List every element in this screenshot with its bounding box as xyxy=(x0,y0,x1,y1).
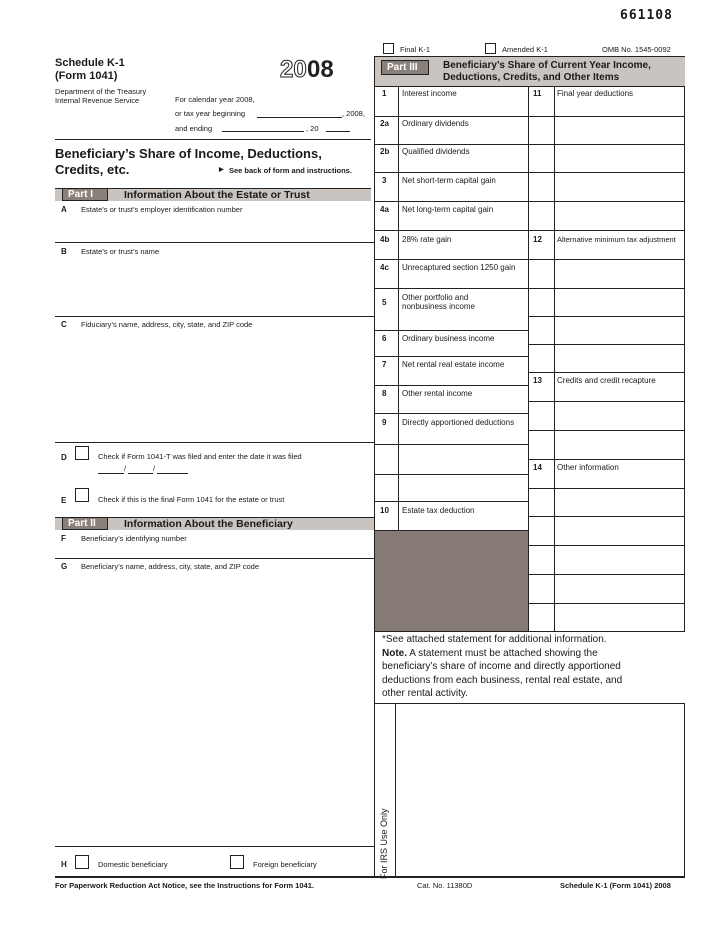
tax-year-2008: , 2008, xyxy=(342,109,365,118)
shaded-area xyxy=(375,531,528,631)
note-line-1 xyxy=(382,648,598,659)
omb-number: OMB No. 1545-0092 xyxy=(602,45,671,54)
fiduciary-address-field[interactable] xyxy=(55,330,374,440)
irs-name: Internal Revenue Service xyxy=(55,96,140,105)
line-f-letter: F xyxy=(61,534,66,543)
line-2a-label: Ordinary dividends xyxy=(402,119,469,128)
line-13-num: 13 xyxy=(533,376,542,385)
line-c-label: Fiduciary’s name, address, city, state, and ZIP code xyxy=(81,320,253,329)
line-12-num: 12 xyxy=(533,235,542,244)
see-back-text: See back of form and instructions. xyxy=(229,166,352,175)
line-e-label: Check if this is the final Form 1041 for the estate or trust xyxy=(98,495,285,504)
line-4a-label: Net long-term capital gain xyxy=(402,205,494,214)
line-4b-label: 28% rate gain xyxy=(402,235,452,244)
attached-statement-text: *See attached statement for additional information. xyxy=(382,634,607,645)
tax-year-beginning-text: or tax year beginning xyxy=(175,109,246,118)
irs-use-only-label: For IRS Use Only xyxy=(379,808,389,879)
footer-paperwork: For Paperwork Reduction Act Notice, see the Instructions for Form 1041. xyxy=(55,881,314,890)
domestic-beneficiary-label: Domestic beneficiary xyxy=(98,860,168,869)
line-4c-label: Unrecaptured section 1250 gain xyxy=(402,263,516,272)
d-slash-2: / xyxy=(153,464,156,473)
calendar-year-text: For calendar year 2008, xyxy=(175,95,255,104)
line-b-letter: B xyxy=(61,247,67,256)
amended-k1-checkbox[interactable] xyxy=(485,43,496,54)
line-7-num: 7 xyxy=(382,360,387,369)
footer-schedule: Schedule K-1 (Form 1041) 2008 xyxy=(560,881,671,890)
note-bold: Note. xyxy=(382,648,407,659)
comma-20: , 20 xyxy=(306,124,319,133)
line-5-label-1: Other portfolio and xyxy=(402,293,469,302)
line-c-letter: C xyxy=(61,320,67,329)
line-12-label: Alternative minimum tax adjustment xyxy=(557,235,676,244)
barcode-number: 661108 xyxy=(620,8,673,23)
line-d-label: Check if Form 1041-T was filed and enter the date it was filed xyxy=(98,452,302,461)
ein-field[interactable] xyxy=(55,213,374,242)
line-a-letter: A xyxy=(61,205,67,214)
footer-cat-no: Cat. No. 11380D xyxy=(417,881,473,890)
part3-title-line1: Beneficiary’s Share of Current Year Income, xyxy=(443,60,651,71)
line-b-label: Estate’s or trust’s name xyxy=(81,247,160,256)
final-k1-label: Final K-1 xyxy=(400,45,431,54)
note-line-2: beneficiary’s share of income and directly apportioned xyxy=(382,661,621,672)
line-1-label: Interest income xyxy=(402,89,457,98)
main-title-line1: Beneficiary’s Share of Income, Deductions, xyxy=(55,146,322,161)
line-4b-num: 4b xyxy=(380,235,390,244)
line-3-label: Net short-term capital gain xyxy=(402,176,496,185)
line-2a-num: 2a xyxy=(380,119,389,128)
line-9-label: Directly apportioned deductions xyxy=(402,418,515,427)
line-2b-label: Qualified dividends xyxy=(402,147,470,156)
line-g-label: Beneficiary’s name, address, city, state, and ZIP code xyxy=(81,562,260,571)
line-a-label: Estate’s or trust’s employer identification number xyxy=(81,205,243,214)
line-14-label: Other information xyxy=(557,463,619,472)
foreign-beneficiary-checkbox[interactable] xyxy=(230,855,244,869)
domestic-beneficiary-checkbox[interactable] xyxy=(75,855,89,869)
part2-title: Information About the Beneficiary xyxy=(124,518,293,530)
line-5-num: 5 xyxy=(382,298,387,307)
form-1041t-checkbox[interactable] xyxy=(75,446,89,460)
line-6-label: Ordinary business income xyxy=(402,334,495,343)
line-3-num: 3 xyxy=(382,176,387,185)
and-ending-text: and ending xyxy=(175,124,213,133)
line-6-num: 6 xyxy=(382,334,387,343)
line-8-label: Other rental income xyxy=(402,389,473,398)
main-title-line2: Credits, etc. xyxy=(55,162,130,177)
schedule-title: Schedule K-1 xyxy=(55,57,125,69)
line-14-num: 14 xyxy=(533,463,542,472)
line-10-label: Estate tax deduction xyxy=(402,506,475,515)
dept-treasury: Department of the Treasury xyxy=(55,87,147,96)
final-k1-checkbox[interactable] xyxy=(383,43,394,54)
line-1-num: 1 xyxy=(382,89,387,98)
line-f-label: Beneficiary’s identifying number xyxy=(81,534,187,543)
line-9-num: 9 xyxy=(382,418,387,427)
line-4a-num: 4a xyxy=(380,205,389,214)
part3-title-line2: Deductions, Credits, and Other Items xyxy=(443,72,620,83)
line-g-letter: G xyxy=(61,562,68,571)
line-e-letter: E xyxy=(61,496,67,505)
line-2b-num: 2b xyxy=(380,147,390,156)
beneficiary-address-field[interactable] xyxy=(55,572,374,842)
line-11-label: Final year deductions xyxy=(557,89,634,98)
line-4c-num: 4c xyxy=(380,263,389,272)
foreign-beneficiary-label: Foreign beneficiary xyxy=(253,860,317,869)
part3-label: Part III xyxy=(381,60,429,75)
line-11-amount[interactable] xyxy=(555,98,684,116)
note-line-3: deductions from each business, rental real estate, and xyxy=(382,675,623,686)
line-7-label: Net rental real estate income xyxy=(402,360,505,369)
final-1041-checkbox[interactable] xyxy=(75,488,89,502)
d-slash-1: / xyxy=(124,464,127,473)
part1-label: Part I xyxy=(62,188,108,201)
beneficiary-id-field[interactable] xyxy=(55,543,374,558)
line-13-label: Credits and credit recapture xyxy=(557,376,656,385)
line-11-num: 11 xyxy=(533,89,542,98)
triangle-arrow-icon: ▶ xyxy=(219,167,224,173)
year-bold: 08 xyxy=(307,56,334,83)
line-5-label-2: nonbusiness income xyxy=(402,302,475,311)
part1-title: Information About the Estate or Trust xyxy=(124,189,310,201)
line-1-amount[interactable] xyxy=(399,98,528,116)
note-line-4: other rental activity. xyxy=(382,688,468,699)
estate-name-field[interactable] xyxy=(55,256,374,316)
form-number: (Form 1041) xyxy=(55,70,118,82)
note-text-1: A statement must be attached showing the xyxy=(409,648,598,659)
line-d-letter: D xyxy=(61,453,67,462)
amended-k1-label: Amended K-1 xyxy=(502,45,548,54)
line-10-num: 10 xyxy=(380,506,389,515)
part2-label: Part II xyxy=(62,517,108,530)
line-8-num: 8 xyxy=(382,389,387,398)
line-h-letter: H xyxy=(61,860,67,869)
year-outline: 20 xyxy=(280,56,307,83)
